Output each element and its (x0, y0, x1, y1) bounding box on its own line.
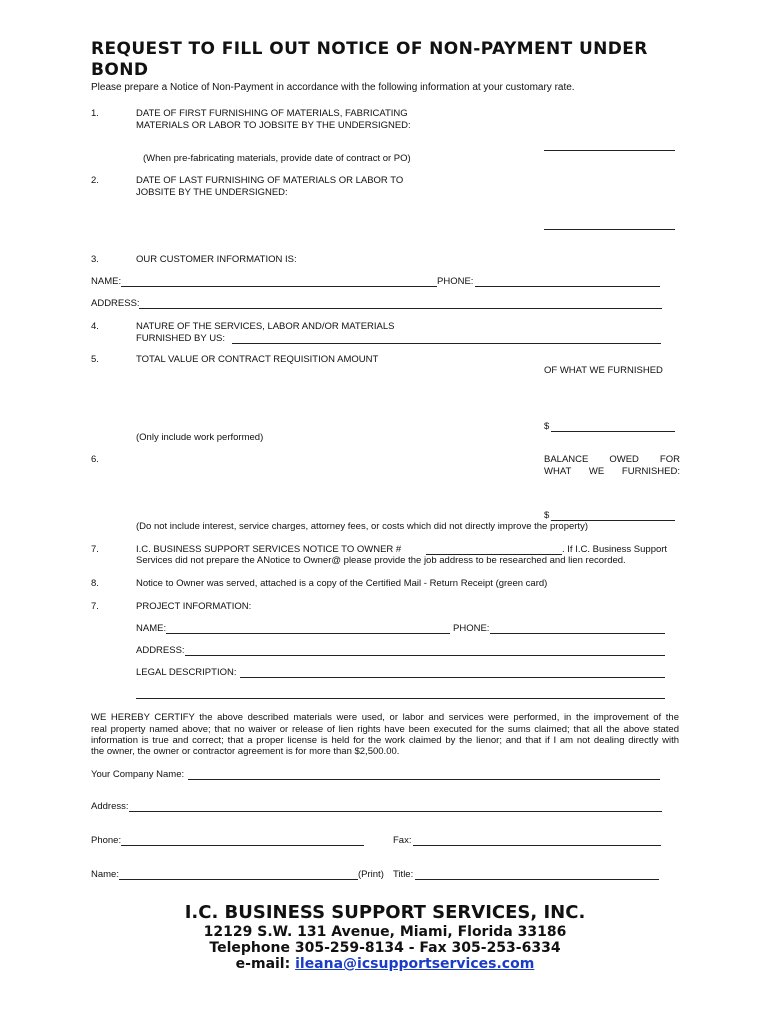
item-5-right-label: OF WHAT WE FURNISHED (544, 365, 663, 376)
total-value-dollar-sign: $ (544, 421, 550, 432)
project-name-label: NAME: (136, 623, 167, 634)
project-name-field[interactable] (166, 633, 450, 634)
project-phone-label: PHONE: (453, 623, 490, 634)
item-6-note: (Do not include interest, service charges, attorney fees, or costs which did not directly improve the property) (136, 521, 588, 532)
services-furnished-field[interactable] (232, 343, 661, 344)
project-info-label: PROJECT INFORMATION: (136, 601, 252, 612)
print-label: (Print) (358, 869, 384, 880)
customer-phone-field[interactable] (475, 286, 660, 287)
footer-email-row (0, 956, 770, 972)
total-value-field[interactable] (551, 431, 675, 432)
project-address-label: ADDRESS: (136, 645, 185, 656)
company-phone-label: Phone: (91, 835, 122, 846)
item-7-text-line2: Services did not prepare the ANotice to Owner@ please provide the job address to be researched and lien recorded. (136, 555, 626, 566)
customer-name-field[interactable] (121, 286, 437, 287)
signer-name-label: Name: (91, 869, 119, 880)
legal-description-label: LEGAL DESCRIPTION: (136, 667, 237, 678)
company-phone-field[interactable] (121, 845, 364, 846)
signer-title-label: Title: (393, 869, 414, 880)
customer-address-field[interactable] (139, 308, 662, 309)
signer-title-field[interactable] (415, 879, 659, 880)
item-4-text-line1: NATURE OF THE SERVICES, LABOR AND/OR MATERIALS (136, 321, 395, 332)
item-6-number: 6. (91, 454, 99, 465)
footer-phones: Telephone 305-259-8134 - Fax 305-253-6334 (209, 940, 561, 956)
form-title-line1: REQUEST TO FILL OUT NOTICE OF NON-PAYMENT UNDER (91, 39, 648, 59)
item-5-label: TOTAL VALUE OR CONTRACT REQUISITION AMOUNT (136, 354, 379, 365)
item-5-number: 5. (91, 354, 99, 365)
item-4-number: 4. (91, 321, 99, 332)
customer-phone-label: PHONE: (437, 276, 474, 287)
item-1-number: 1. (91, 108, 99, 119)
company-address-field[interactable] (129, 811, 662, 812)
item-8-number: 8. (91, 578, 99, 589)
item-4-text-line2: FURNISHED BY US: (136, 333, 226, 344)
item-2-number: 2. (91, 175, 99, 186)
last-furnishing-date-field[interactable] (544, 229, 675, 230)
legal-description-field-line2[interactable] (136, 698, 665, 699)
item-2-text-line2: JOBSITE BY THE UNDERSIGNED: (136, 187, 288, 198)
company-fax-label: Fax: (393, 835, 412, 846)
footer-address: 12129 S.W. 131 Avenue, Miami, Florida 33186 (203, 924, 567, 940)
item-1-text-line1: DATE OF FIRST FURNISHING OF MATERIALS, FABRICATING (136, 108, 408, 119)
item-3-number: 3. (91, 254, 99, 265)
customer-name-label: NAME: (91, 276, 122, 287)
item-9-number: 7. (91, 601, 99, 612)
item-7-number: 7. (91, 544, 99, 555)
signer-name-field[interactable] (119, 879, 358, 880)
item-3-label: OUR CUSTOMER INFORMATION IS: (136, 254, 297, 265)
certification-line1: WE HEREBY CERTIFY the above described materials were used, or labor and services were performed, in the improvement of the (91, 712, 679, 723)
company-address-label: Address: (91, 801, 129, 812)
customer-address-label: ADDRESS: (91, 298, 140, 309)
certification-line3: information is true and correct; that a proper license is held for the work claimed by the lienor; and that if I am not dealing directly with (91, 735, 679, 746)
item-8-text: Notice to Owner was served, attached is a copy of the Certified Mail - Return Receipt (green card) (136, 578, 548, 589)
footer-email-link[interactable]: ileana@icsupportservices.com (295, 956, 535, 972)
item-5-note: (Only include work performed) (136, 432, 264, 443)
item-6-right-line1: BALANCE OWED FOR (544, 454, 680, 465)
company-fax-field[interactable] (413, 845, 661, 846)
balance-owed-dollar-sign: $ (544, 510, 550, 521)
item-1-text-line2: MATERIALS OR LABOR TO JOBSITE BY THE UNDERSIGNED: (136, 120, 411, 131)
item-7-text-line1a: I.C. BUSINESS SUPPORT SERVICES NOTICE TO OWNER # (136, 544, 402, 555)
legal-description-field[interactable] (240, 677, 665, 678)
item-6-right-line2: WHAT WE FURNISHED: (544, 466, 680, 477)
footer-company-name: I.C. BUSINESS SUPPORT SERVICES, INC. (184, 902, 586, 923)
first-furnishing-date-field[interactable] (544, 150, 675, 151)
form-title-line2: BOND (91, 60, 149, 80)
intro-text: Please prepare a Notice of Non-Payment in accordance with the following information at your customary rate. (91, 82, 575, 93)
company-name-field[interactable] (188, 779, 660, 780)
certification-line4: the owner, the owner or contractor agreement is for more than $2,500.00. (91, 746, 400, 757)
certification-line2: real property named above; that no waiver or release of lien rights have been executed for the sums claimed; that all the above stated (91, 724, 679, 735)
item-2-text-line1: DATE OF LAST FURNISHING OF MATERIALS OR LABOR TO (136, 175, 404, 186)
project-address-field[interactable] (185, 655, 665, 656)
footer-email-label: e-mail: (235, 956, 291, 972)
item-7-text-line1b: . If I.C. Business Support (562, 544, 668, 555)
item-1-note: (When pre-fabricating materials, provide date of contract or PO) (143, 153, 411, 164)
company-name-label: Your Company Name: (91, 769, 185, 780)
project-phone-field[interactable] (490, 633, 665, 634)
